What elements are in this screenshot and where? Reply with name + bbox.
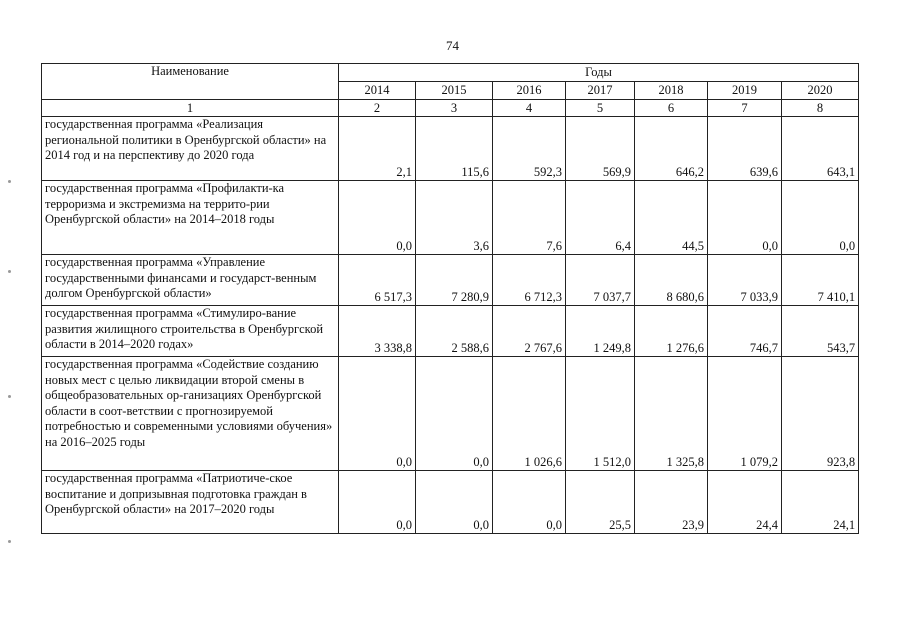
value-cell: 0,0	[339, 181, 416, 255]
table-row	[42, 181, 859, 255]
table-row	[42, 255, 859, 306]
value-cell: 1 276,6	[635, 306, 708, 357]
value-cell: 23,9	[635, 471, 708, 534]
header-year: 2014	[339, 82, 416, 100]
value-cell: 25,5	[566, 471, 635, 534]
value-cell: 1 512,0	[566, 357, 635, 471]
value-cell: 0,0	[708, 181, 782, 255]
header-year: 2018	[635, 82, 708, 100]
program-name: государственная программа «Патриотиче-ское воспитание и допризывная подготовка граждан в Оренбургской области» на 2017–2020 годы	[42, 471, 339, 534]
scan-artifact	[8, 395, 11, 398]
value-cell: 7 037,7	[566, 255, 635, 306]
column-number: 6	[635, 100, 708, 117]
value-cell: 923,8	[782, 357, 859, 471]
value-cell: 0,0	[782, 181, 859, 255]
budget-table	[41, 63, 859, 534]
program-name: государственная программа «Содействие созданию новых мест с целью ликвидации второй смены в общеобразовательных ор-ганизациях Оренбургской области в соот-ветствии с прогнозируемой потребностью и современными условиями обучения» на 2016–2025 годы	[42, 357, 339, 471]
value-cell: 6 712,3	[493, 255, 566, 306]
value-cell: 2 588,6	[416, 306, 493, 357]
value-cell: 3 338,8	[339, 306, 416, 357]
table-row	[42, 306, 859, 357]
page-number: 74	[446, 38, 459, 53]
value-cell: 24,4	[708, 471, 782, 534]
scan-artifact	[8, 540, 11, 543]
value-cell: 0,0	[493, 471, 566, 534]
value-cell: 7 410,1	[782, 255, 859, 306]
program-name: государственная программа «Управление государственными финансами и государст-венным долгом Оренбургской области»	[42, 255, 339, 306]
program-name: государственная программа «Реализация региональной политики в Оренбургской области» на 2014 год и на перспективу до 2020 года	[42, 117, 339, 181]
value-cell: 7 033,9	[708, 255, 782, 306]
value-cell: 8 680,6	[635, 255, 708, 306]
value-cell: 0,0	[339, 471, 416, 534]
column-number: 2	[339, 100, 416, 117]
header-year: 2020	[782, 82, 859, 100]
value-cell: 6,4	[566, 181, 635, 255]
table-row	[42, 117, 859, 181]
table-body	[42, 117, 859, 534]
table-row	[42, 357, 859, 471]
value-cell: 2 767,6	[493, 306, 566, 357]
value-cell: 1 079,2	[708, 357, 782, 471]
column-number: 7	[708, 100, 782, 117]
value-cell: 569,9	[566, 117, 635, 181]
value-cell: 592,3	[493, 117, 566, 181]
value-cell: 7 280,9	[416, 255, 493, 306]
column-number-row	[42, 100, 859, 117]
header-years: Годы	[339, 64, 859, 82]
value-cell: 639,6	[708, 117, 782, 181]
value-cell: 643,1	[782, 117, 859, 181]
header-year: 2015	[416, 82, 493, 100]
column-number: 1	[42, 100, 339, 117]
value-cell: 1 026,6	[493, 357, 566, 471]
value-cell: 746,7	[708, 306, 782, 357]
value-cell: 0,0	[416, 357, 493, 471]
header-year: 2016	[493, 82, 566, 100]
value-cell: 6 517,3	[339, 255, 416, 306]
header-year: 2019	[708, 82, 782, 100]
scan-artifact	[8, 180, 11, 183]
program-name: государственная программа «Стимулиро-вание развития жилищного строительства в Оренбургской области в 2014–2020 годах»	[42, 306, 339, 357]
value-cell: 0,0	[416, 471, 493, 534]
value-cell: 543,7	[782, 306, 859, 357]
value-cell: 1 325,8	[635, 357, 708, 471]
value-cell: 44,5	[635, 181, 708, 255]
column-number: 5	[566, 100, 635, 117]
value-cell: 7,6	[493, 181, 566, 255]
value-cell: 0,0	[339, 357, 416, 471]
value-cell: 1 249,8	[566, 306, 635, 357]
value-cell: 115,6	[416, 117, 493, 181]
scan-artifact	[8, 270, 11, 273]
header-year: 2017	[566, 82, 635, 100]
value-cell: 2,1	[339, 117, 416, 181]
table-row	[42, 471, 859, 534]
value-cell: 3,6	[416, 181, 493, 255]
value-cell: 646,2	[635, 117, 708, 181]
column-number: 4	[493, 100, 566, 117]
column-number: 8	[782, 100, 859, 117]
program-name: государственная программа «Профилакти-ка терроризма и экстремизма на террито-рии Оренбургской области» на 2014–2018 годы	[42, 181, 339, 255]
value-cell: 24,1	[782, 471, 859, 534]
header-name: Наименование	[42, 64, 339, 100]
column-number: 3	[416, 100, 493, 117]
